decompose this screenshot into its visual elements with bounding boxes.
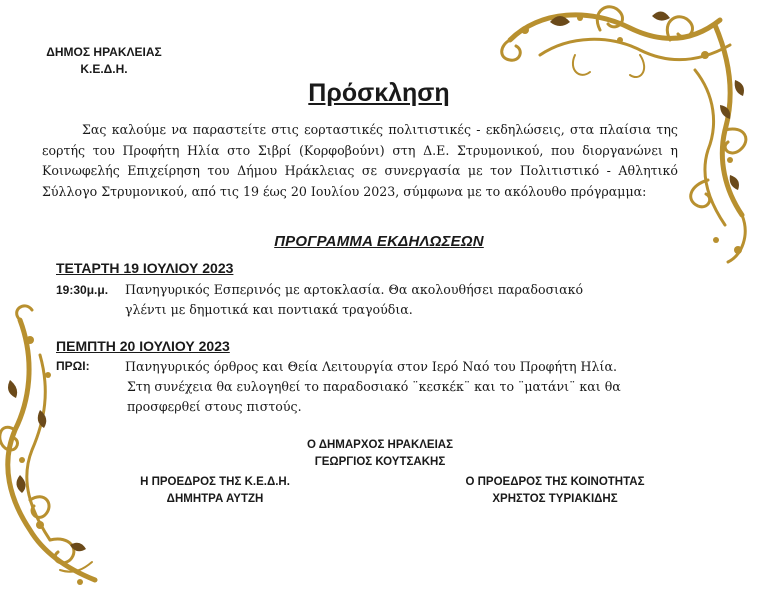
organization-subname: Κ.Ε.Δ.Η. (80, 62, 128, 76)
keda-president-signature (60, 474, 370, 508)
intro-line: της εορτής του Προφήτη Ηλία στο Σιβρί (Κορφοβούνι) στη Δ.Ε. Στρυμονικού, που (42, 122, 678, 158)
event-line: Πανηγυρικός Εσπερινός με αρτοκλασία. Θα ακολουθήσει παραδοσιακό (125, 282, 584, 297)
signature-title: Η ΠΡΟΕΔΡΟΣ ΤΗΣ Κ.Ε.Δ.Η. (140, 476, 290, 488)
event-line: Πανηγυρικός όρθρος και Θεία Λειτουργία στον Ιερό Ναό του Προφήτη Ηλία. (125, 359, 617, 374)
event-description (125, 280, 665, 320)
signature-name: ΓΕΩΡΓΙΟΣ ΚΟΥΤΣΑΚΗΣ (314, 456, 446, 468)
day-heading: ΠΕΜΠΤΗ 20 ΙΟΥΛΙΟΥ 2023 (56, 338, 230, 354)
signature-title: Ο ΠΡΟΕΔΡΟΣ ΤΗΣ ΚΟΙΝΟΤΗΤΑΣ (465, 476, 645, 488)
event-line: γλέντι με δημοτικά και ποντιακά τραγούδια. (125, 302, 413, 317)
day-heading: ΤΕΤΑΡΤΗ 19 ΙΟΥΛΙΟΥ 2023 (56, 260, 234, 276)
signature-name: ΧΡΗΣΤΟΣ ΤΥΡΙΑΚΙΔΗΣ (492, 493, 618, 505)
organization-header (24, 44, 184, 78)
intro-line: Σας καλούμε να παραστείτε στις εορταστικές πολιτιστικές - εκδηλώσεις, στα πλαίσια (82, 122, 652, 137)
community-president-signature (400, 474, 710, 508)
signature-name: ΔΗΜΗΤΡΑ ΑΥΤΖΗ (166, 493, 264, 505)
intro-paragraph (42, 120, 678, 202)
signature-title: Ο ΔΗΜΑΡΧΟΣ ΗΡΑΚΛΕΙΑΣ (306, 439, 454, 451)
event-line: προσφερθεί στους πιστούς. (127, 399, 302, 414)
event-line: Στη συνέχεια θα ευλογηθεί το παραδοσιακό ¨κεσκέκ¨ και το ¨ματάνι¨ και θα (127, 379, 621, 394)
event-description (125, 357, 685, 417)
event-time: ΠΡΩΙ: (56, 359, 90, 373)
intro-line: με το ακόλουθο πρόγραμμα: (467, 183, 647, 199)
page-title: Πρόσκληση (308, 79, 450, 107)
mayor-signature (160, 437, 600, 471)
organization-name: ΔΗΜΟΣ ΗΡΑΚΛΕΙΑΣ (46, 45, 162, 59)
intro-line: διοργανώνει η Κοινωφελής Επιχείρηση του Δήμου Ηράκλειας σε συνεργασία με τον (42, 142, 678, 178)
intro-line: Πολιτιστικό - Αθλητικό Σύλλογο Στρυμονικού, από τις 19 έως 20 Ιουλίου 2023, σύμφωνα (42, 163, 678, 199)
program-title: ΠΡΟΓΡΑΜΜΑ ΕΚΔΗΛΩΣΕΩΝ (274, 233, 484, 250)
event-time: 19:30μ.μ. (56, 283, 109, 297)
